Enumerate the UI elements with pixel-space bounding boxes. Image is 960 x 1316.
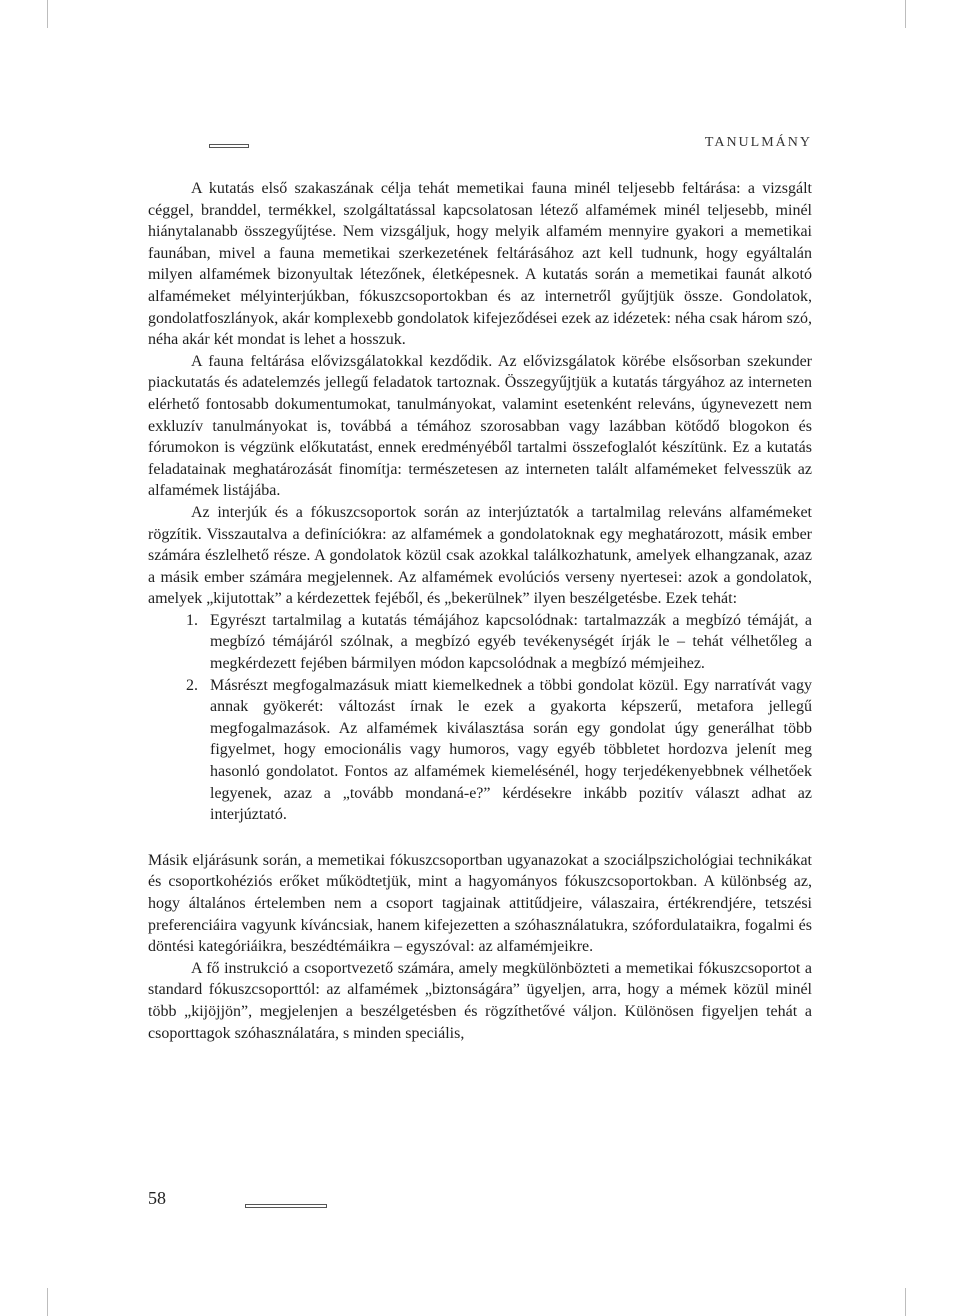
paragraph-1: A kutatás első szakaszának célja tehát memetikai fauna minél teljesebb feltárása: a vizsgált céggel, branddel, termékkel, szolgáltatással kapcsolatosan létező alfamémek minél teljesebb, minél hiánytalanabb összegyűjtése. Nem vizsgáljuk, hogy melyik alfamém mennyire gyakori a memetikai faunában, mivel a fauna memetikai szerkezetének feltárásához azt kell tudnunk, hogy egyáltalán milyen alfamémek bizonyultak létezőnek, életképesnek. A kutatás során a memetikai faunát alkotó alfamémeket mélyinterjúkban, fókuszcsoportokban és az internetről gyűjtjük össze. Gondolatok, gondolatfoszlányok, akár komplexebb gondolatok kifejeződései ezek az idézetek: néha csak három szó, néha akár két mondat is lehet a hosszuk.: [148, 180, 812, 349]
paragraph-4: Másik eljárásunk során, a memetikai fókuszcsoportban ugyanazokat a szociálpszichológiai technikákat és csoportkohéziós erőket működtetjük, mint a hagyományos fókuszcsoportokban. A különbség az, hogy általános értelemben nem a csoport tagjainak attitűdjeire, válaszaira, értékrendjére, tetszési preferenciáira vagyunk kíváncsiak, hanem kifejezetten a szóhasználatukra, szófordulataikra, fogalmi és döntési kategóriáikra, beszédtémáikra – egyszóval: az alfamémjeikre.: [148, 851, 812, 956]
page-number: 58: [148, 1188, 166, 1208]
crop-mark-bottom-right: [905, 1288, 906, 1316]
article-body: [148, 178, 812, 1044]
list-item: [186, 610, 812, 675]
list-item-text: Másrészt megfogalmazásuk miatt kiemelkednek a többi gondolat közül. Egy narratívát vagy annak gyökerét: változást írnak le ezek a gyakorta képszerű, metafora jellegű megfogalmazások. Az alfamémek kiválasztása során egy gondolat úgy generálhat több figyelmet, hogy emocionális vagy humoros, vagy egyéb többletet hordozva jelenít meg hasonló gondolatot. Fontos az alfamémek kiemelésénél, hogy terjedékenyebbnek vélhetőek legyenek, azaz a „tovább mondaná-e?” kérdésekre inkább pozitív választ adhat az interjúztató.: [210, 676, 812, 824]
section-spacer: [148, 826, 812, 850]
section-label: TANULMÁNY: [704, 135, 812, 150]
crop-mark-top-left: [47, 0, 48, 28]
list-item-number: 1.: [186, 611, 198, 629]
header-rule: [209, 144, 249, 148]
paragraph-2: A fauna feltárása elővizsgálatokkal kezdődik. Az elővizsgálatok körébe elsősorban szekunder piackutatás és adatelemzés jellegű feladatok tartoznak. Összegyűjtjük a kutatás tárgyához az interneten elérhető fontosabb dokumentumokat, tanulmányokat, valamint esetenként releváns, úgynevezett nem exkluzív tanulmányokat is, továbbá a témához szorosabban vagy lazábban kötődő blogokon és fórumokon is végzünk előkutatást, ennek eredményéből tartalmi összefoglalót készítünk. Ez a kutatás feladatainak meghatározását finomítja: természetesen az interneten talált alfamémeket felvesszük az alfamémek listájába.: [148, 352, 812, 500]
list-item-number: 2.: [186, 676, 198, 694]
list-item-text: Egyrészt tartalmilag a kutatás témájához kapcsolódnak: tartalmazzák a megbízó témáját, a megbízó témájáról szólnak, a megbízó egyéb tevékenységét írják le – tehát vélhetőleg a megkérdezett fejében bármilyen módon kapcsolódnak a megbízó mémjeihez.: [210, 611, 812, 673]
paragraph-3: Az interjúk és a fókuszcsoportok során az interjúztatók a tartalmilag releváns alfamémeket rögzítik. Visszautalva a definíciókra: az alfamémek a gondolatoknak egy meghatározott, másik ember számára észlelhető része. A gondolatok közül csak azokkal találkozhatunk, amelyek elhangzanak, azaz a másik ember számára megjelennek. Az alfamémek evolúciós verseny nyertesei: azok a gondolatok, amelyek „kijutottak” a kérdezettek fejéből, és „bekerülnek” ilyen beszélgetésbe. Ezek tehát:: [148, 503, 812, 608]
crop-mark-bottom-left: [47, 1288, 48, 1316]
crop-mark-top-right: [905, 0, 906, 28]
list-item: [186, 675, 812, 826]
paragraph-5: A fő instrukció a csoportvezető számára, amely megkülönbözteti a memetikai fókuszcsoportot a standard fókuszcsoporttól: az alfamémek „biztonságára” ügyeljen, arra, hogy a mémek közül minél több „kijöjjön”, megjelenjen a beszélgetésben és rögzíthetővé váljon. Különösen figyeljen tehát a csoporttagok szóhasználatára, s minden speciális,: [148, 959, 812, 1042]
numbered-list: [148, 610, 812, 826]
footer-rule: [245, 1204, 327, 1208]
